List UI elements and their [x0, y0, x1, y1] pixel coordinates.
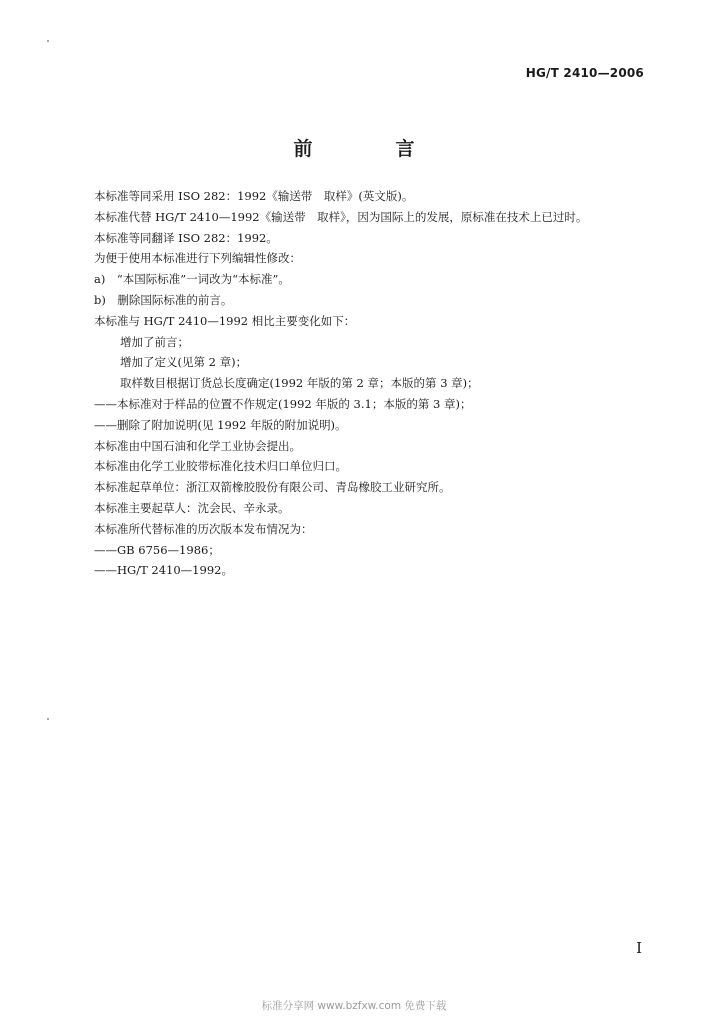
- body-line: ——GB 6756—1986；: [94, 542, 220, 557]
- body-line: 本标准起草单位：浙江双箭橡胶股份有限公司、青岛橡胶工业研究所。: [94, 480, 451, 495]
- body-line: 本标准等同采用 ISO 282：1992《输送带 取样》(英文版)。: [94, 189, 414, 203]
- body-line: 本标准主要起草人：沈会民、辛永录。: [94, 500, 290, 515]
- page-title: 前 言: [293, 138, 447, 160]
- body-line: 为便于使用本标准进行下列编辑性修改：: [94, 251, 301, 266]
- body-line: 本标准由中国石油和化学工业协会提出。: [94, 438, 301, 453]
- body-line: 增加了定义(见第 2 章)；: [120, 355, 248, 370]
- scan-speck: [47, 40, 49, 42]
- body-line: 本标准与 HG/T 2410—1992 相比主要变化如下：: [94, 313, 356, 328]
- body-line: 取样数目根据订货总长度确定(1992 年版的第 2 章；本版的第 3 章)；: [120, 376, 479, 391]
- body-line: ——删除了附加说明(见 1992 年版的附加说明)。: [94, 417, 347, 432]
- body-line: b) 删除国际标准的前言。: [94, 292, 233, 307]
- body-line: 本标准所代替标准的历次版本发布情况为：: [94, 521, 313, 536]
- body-line: 增加了前言；: [120, 334, 189, 349]
- standard-code-header: HG/T 2410—2006: [525, 66, 644, 80]
- body-line: ——本标准对于样品的位置不作规定(1992 年版的 3.1；本版的第 3 章)；: [94, 396, 472, 411]
- body-line: ——HG/T 2410—1992。: [94, 563, 233, 578]
- scan-speck: [47, 718, 49, 720]
- body-line: 本标准代替 HG/T 2410—1992《输送带 取样》，因为国际上的发展，原标准在技术上已过时。: [94, 209, 588, 224]
- foreword-body: [94, 186, 654, 581]
- page-number: I: [636, 939, 642, 957]
- watermark-text: 标准分享网 www.bzfxw.com 免费下载: [261, 1000, 447, 1012]
- body-line: a) “本国际标准”一词改为“本标准”。: [94, 272, 290, 287]
- body-line: 本标准等同翻译 ISO 282：1992。: [94, 230, 278, 245]
- body-line: 本标准由化学工业胶带标准化技术归口单位归口。: [94, 459, 347, 474]
